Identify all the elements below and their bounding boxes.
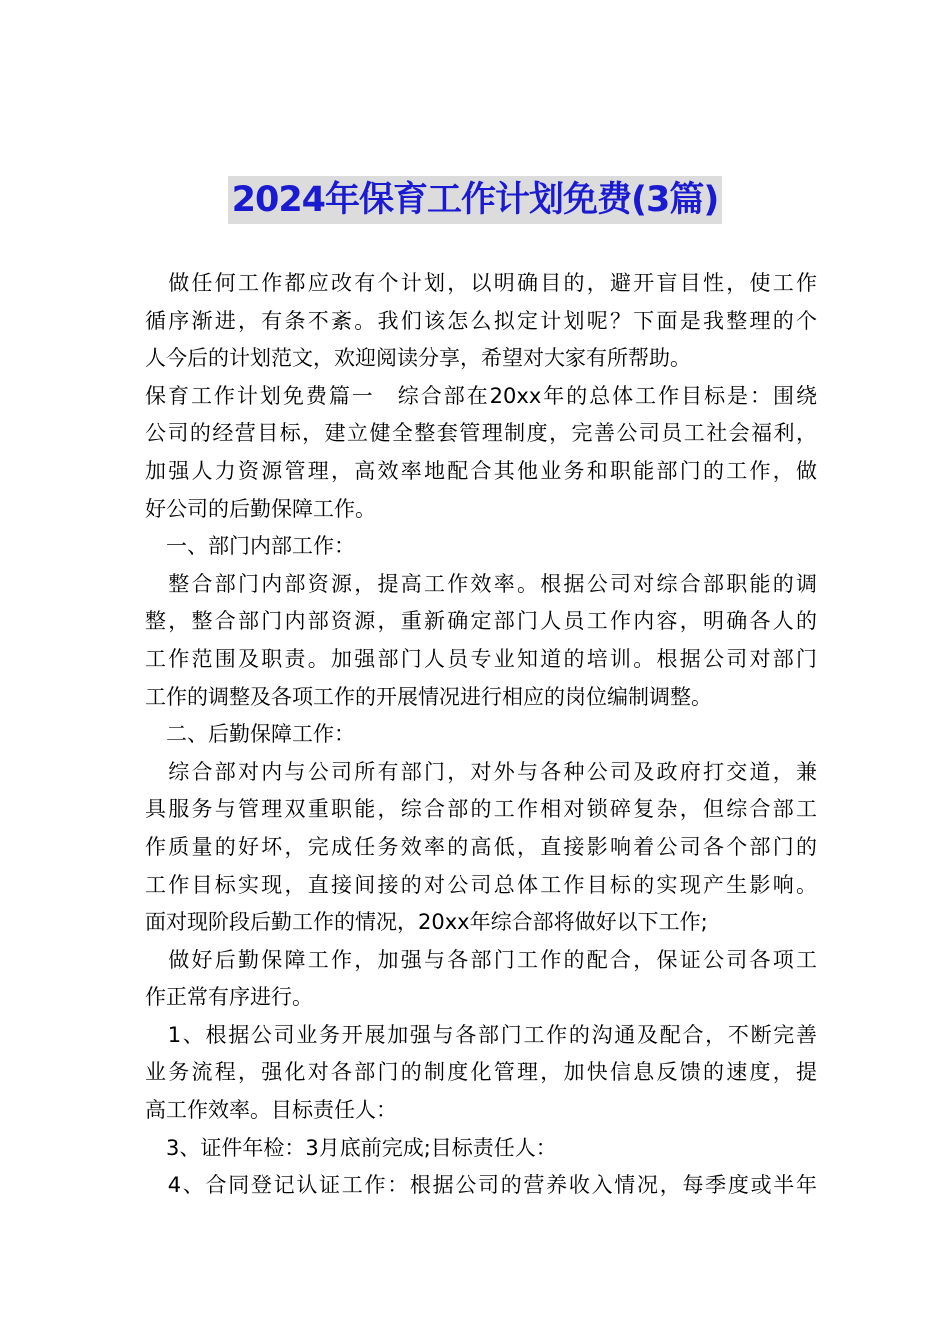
body-line: 保育工作计划免费篇一 综合部在20xx年的总体工作目标是：围绕: [145, 383, 817, 408]
body-line: 加强人力资源管理，高效率地配合其他业务和职能部门的工作，做: [145, 458, 817, 483]
body-line: 业务流程，强化对各部门的制度化管理，加快信息反馈的速度，提: [145, 1060, 817, 1085]
body-line: 工作目标实现，直接间接的对公司总体工作目标的实现产生影响。: [145, 872, 817, 897]
body-line: 作质量的好坏，完成任务效率的高低，直接影响着公司各个部门的: [145, 834, 817, 859]
body-line: 3、证件年检：3月底前完成;目标责任人：: [145, 1135, 557, 1160]
body-line: 工作范围及职责。加强部门人员专业知道的培训。根据公司对部门: [145, 646, 817, 671]
body-line: 具服务与管理双重职能，综合部的工作相对锁碎复杂，但综合部工: [145, 797, 817, 822]
document-body: [145, 265, 817, 1205]
body-line: 公司的经营目标，建立健全整套管理制度，完善公司员工社会福利，: [145, 421, 817, 446]
body-line: 面对现阶段后勤工作的情况，20xx年综合部将做好以下工作;: [145, 910, 708, 935]
body-line: 一、部门内部工作：: [145, 534, 355, 559]
document-title: 2024年保育工作计划免费(3篇): [228, 176, 723, 224]
body-line: 整，整合部门内部资源，重新确定部门人员工作内容，明确各人的: [145, 609, 817, 634]
body-line: 高工作效率。目标责任人：: [145, 1098, 397, 1123]
body-line: 二、后勤保障工作：: [145, 722, 355, 747]
body-line: 1、根据公司业务开展加强与各部门工作的沟通及配合，不断完善: [145, 1022, 817, 1047]
body-line: 做任何工作都应改有个计划，以明确目的，避开盲目性，使工作: [145, 271, 817, 295]
body-line: 人今后的计划范文，欢迎阅读分享，希望对大家有所帮助。: [145, 346, 691, 371]
title-container: [0, 176, 950, 224]
body-line: 整合部门内部资源，提高工作效率。根据公司对综合部职能的调: [145, 571, 817, 596]
body-line: 作正常有序进行。: [145, 985, 313, 1010]
body-line: 4、合同登记认证工作：根据公司的营养收入情况，每季度或半年: [145, 1173, 817, 1198]
body-line: 综合部对内与公司所有部门，对外与各种公司及政府打交道，兼: [145, 759, 817, 784]
body-line: 做好后勤保障工作，加强与各部门工作的配合，保证公司各项工: [145, 947, 817, 972]
body-line: 循序渐进，有条不紊。我们该怎么拟定计划呢？下面是我整理的个: [145, 308, 817, 333]
body-line: 工作的调整及各项工作的开展情况进行相应的岗位编制调整。: [145, 684, 712, 709]
body-line: 好公司的后勤保障工作。: [145, 496, 376, 521]
